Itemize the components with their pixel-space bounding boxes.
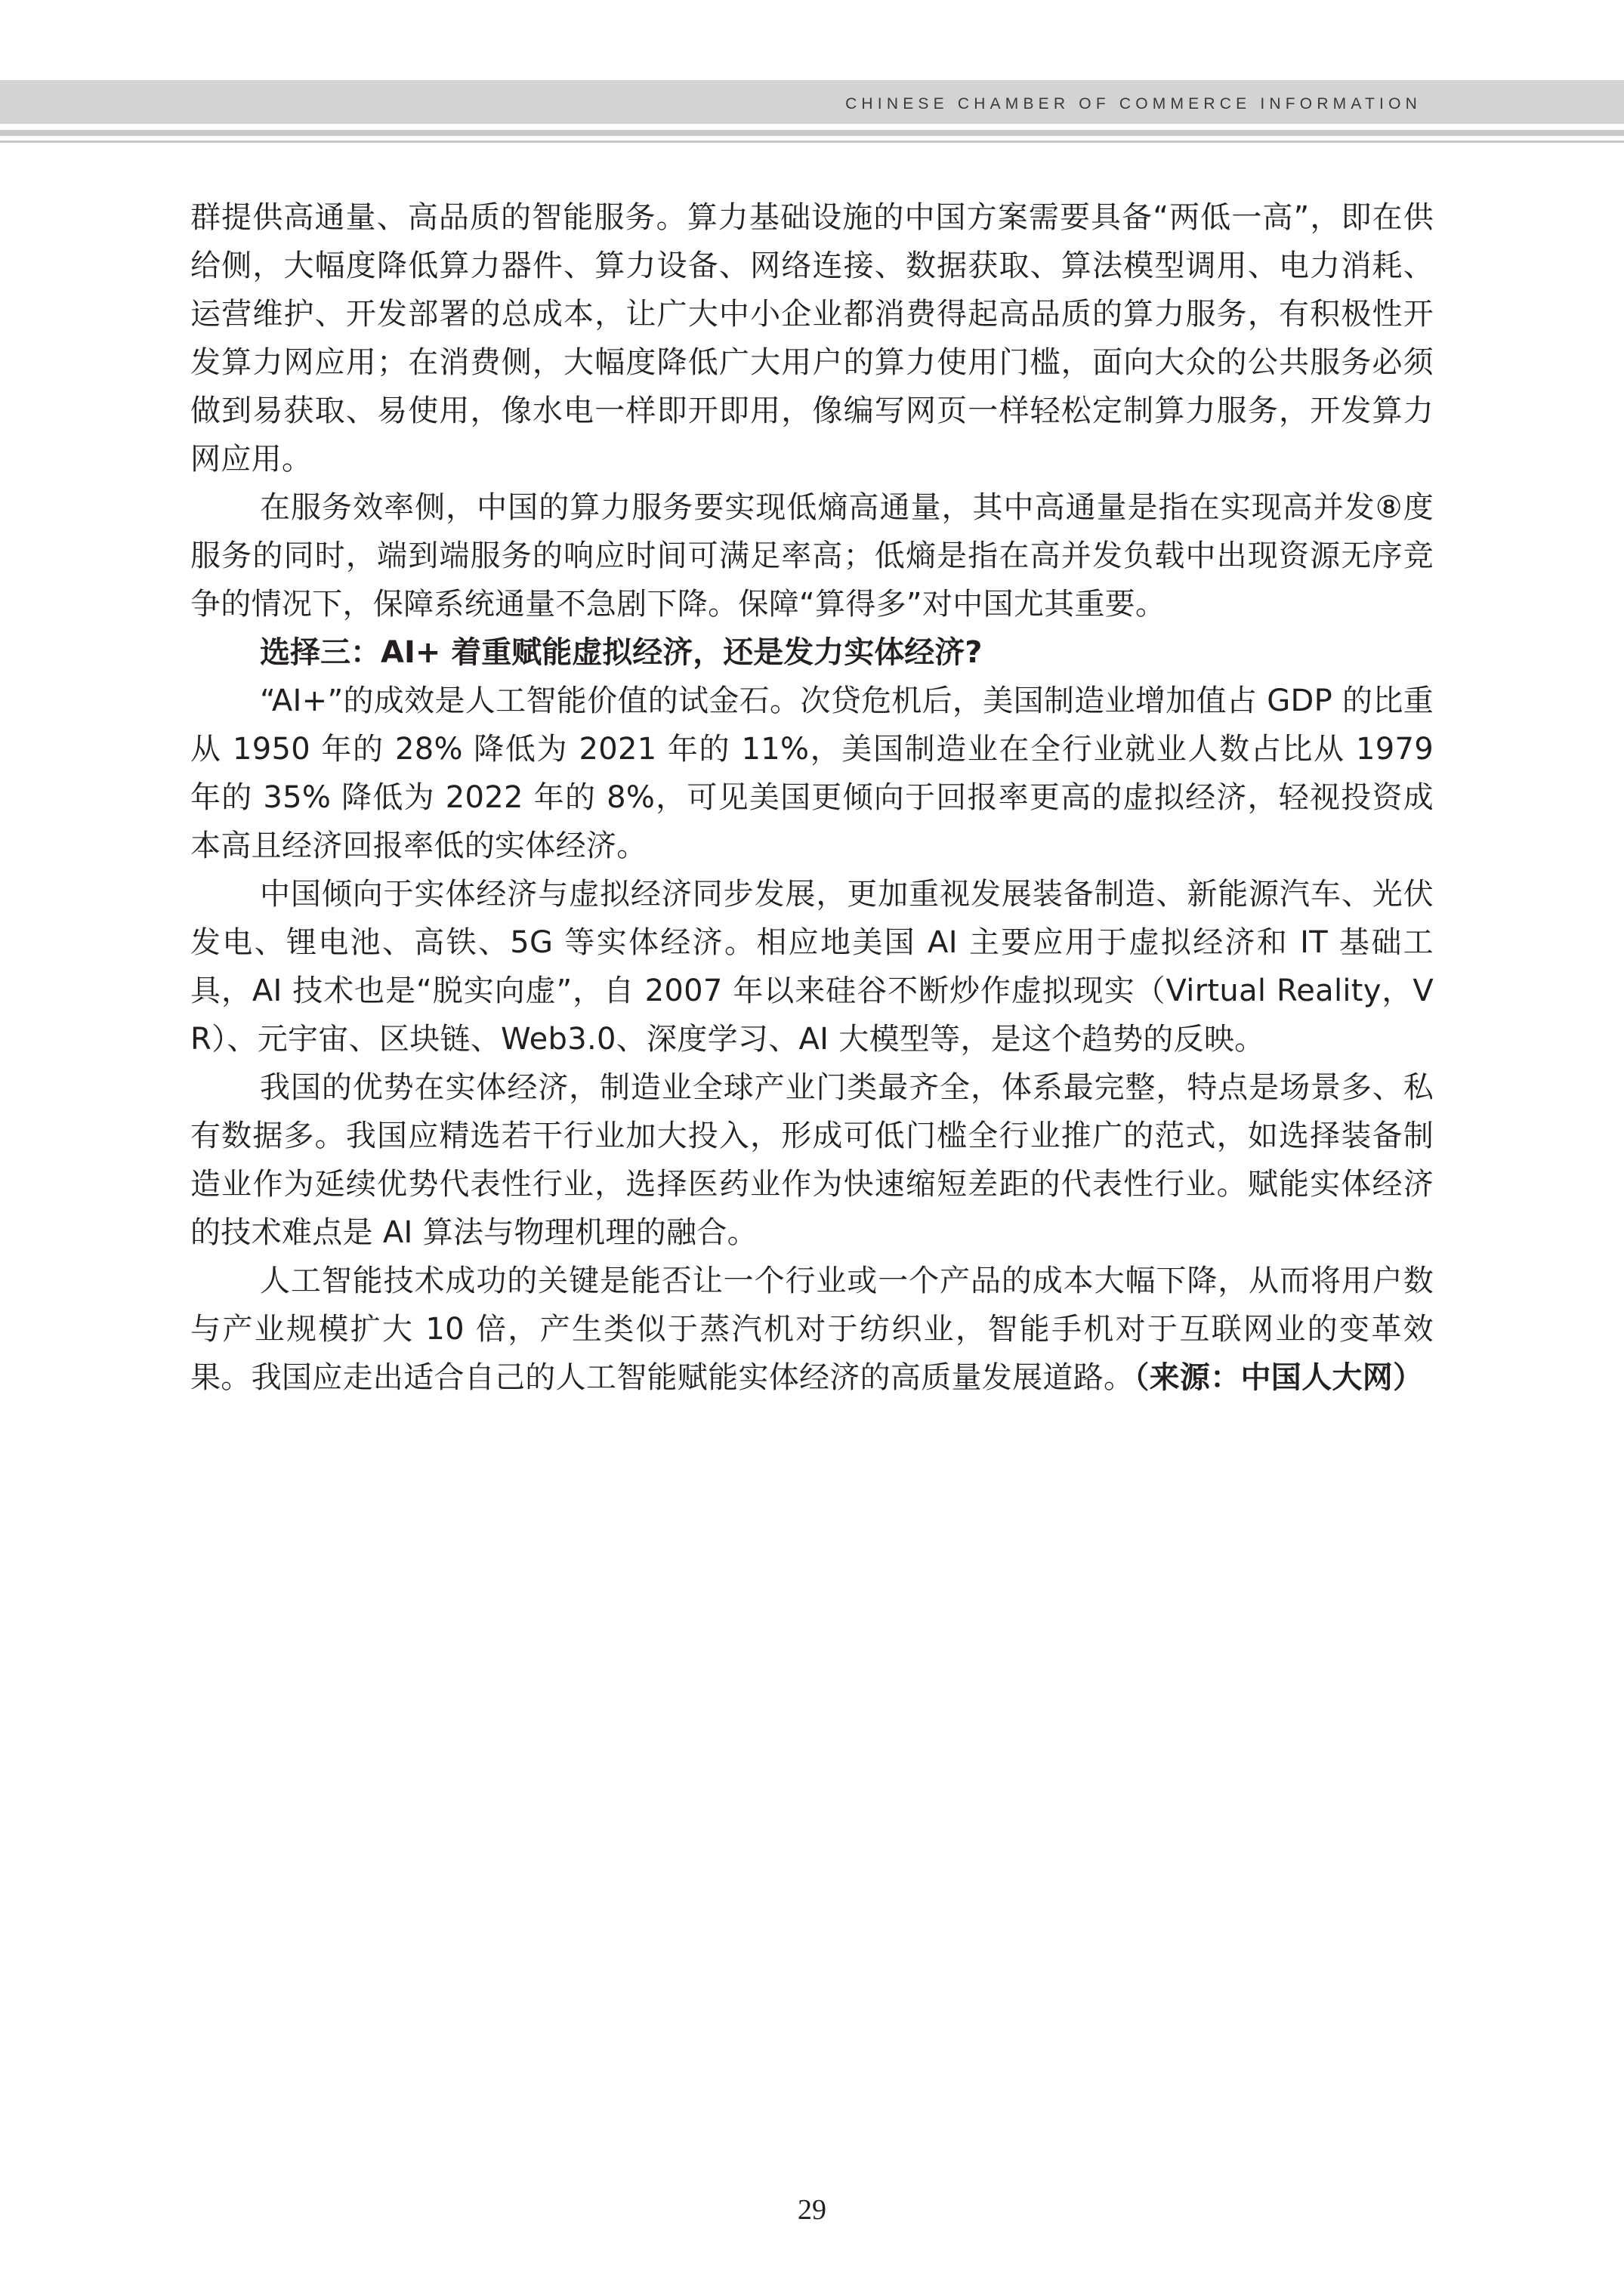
paragraph-ai-plus: “AI+”的成效是人工智能价值的试金石。次贷危机后，美国制造业增加值占 GDP 的比重从 1950 年的 28% 降低为 2021 年的 11%，美国制造业在全行业就业人数占比从 1979 年的 35% 降低为 2022 年的 8%，可见美国更倾向于回报率更高的虚拟经济，轻视投资成本高且经济回报率低的实体经济。 <box>190 684 1434 863</box>
paragraph-china-real-economy: 中国倾向于实体经济与虚拟经济同步发展，更加重视发展装备制造、新能源汽车、光伏发电、锂电池、高铁、5G 等实体经济。相应地美国 AI 主要应用于虚拟经济和 IT 基础工具，AI 技术也是“脱实向虚”，自 2007 年以来硅谷不断炒作虚拟现实（Virtual Reality，VR）、元宇宙、区块链、Web3.0、深度学习、AI 大模型等，是这个趋势的反映。 <box>190 877 1434 1057</box>
paragraph-continuation: 群提供高通量、高品质的智能服务。算力基础设施的中国方案需要具备“两低一高”，即在供给侧，大幅度降低算力器件、算力设备、网络连接、数据获取、算法模型调用、电力消耗、运营维护、开发部署的总成本，让广大中小企业都消费得起高品质的算力服务，有积极性开发算力网应用；在消费侧，大幅度降低广大用户的算力使用门槛，面向大众的公共服务必须做到易获取、易使用，像水电一样即开即用，像编写网页一样轻松定制算力服务，开发算力网应用。 <box>190 200 1434 477</box>
paragraph-service-efficiency: 在服务效率侧，中国的算力服务要实现低熵高通量，其中高通量是指在实现高并发⑧度服务的同时，端到端服务的响应时间可满足率高；低熵是指在高并发负载中出现资源无序竞争的情况下，保障系统通量不急剧下降。保障“算得多”对中国尤其重要。 <box>190 490 1434 622</box>
article-body <box>190 193 1434 1402</box>
header-rule-thin <box>0 140 1624 143</box>
conclusion-text: 人工智能技术成功的关键是能否让一个行业或一个产品的成本大幅下降，从而将用户数与产业规模扩大 10 倍，产生类似于蒸汽机对于纺织业，智能手机对于互联网业的变革效果。我国应走出适合自己的人工智能赋能实体经济的高质量发展道路。 <box>190 1264 1434 1395</box>
running-header: CHINESE CHAMBER OF COMMERCE INFORMATION <box>845 95 1422 113</box>
page-number: 29 <box>798 2194 826 2226</box>
paragraph-conclusion <box>190 1257 1434 1402</box>
header-rule-thick <box>0 130 1624 136</box>
source-citation: （来源：中国人大网） <box>1134 1360 1424 1395</box>
paragraph-china-advantage: 我国的优势在实体经济，制造业全球产业门类最齐全，体系最完整，特点是场景多、私有数据多。我国应精选若干行业加大投入，形成可低门槛全行业推广的范式，如选择装备制造业作为延续优势代表性行业，选择医药业作为快速缩短差距的代表性行业。赋能实体经济的技术难点是 AI 算法与物理机理的融合。 <box>190 1070 1434 1250</box>
section-heading-choice-three: 选择三：AI+ 着重赋能虚拟经济，还是发力实体经济? <box>260 635 983 670</box>
